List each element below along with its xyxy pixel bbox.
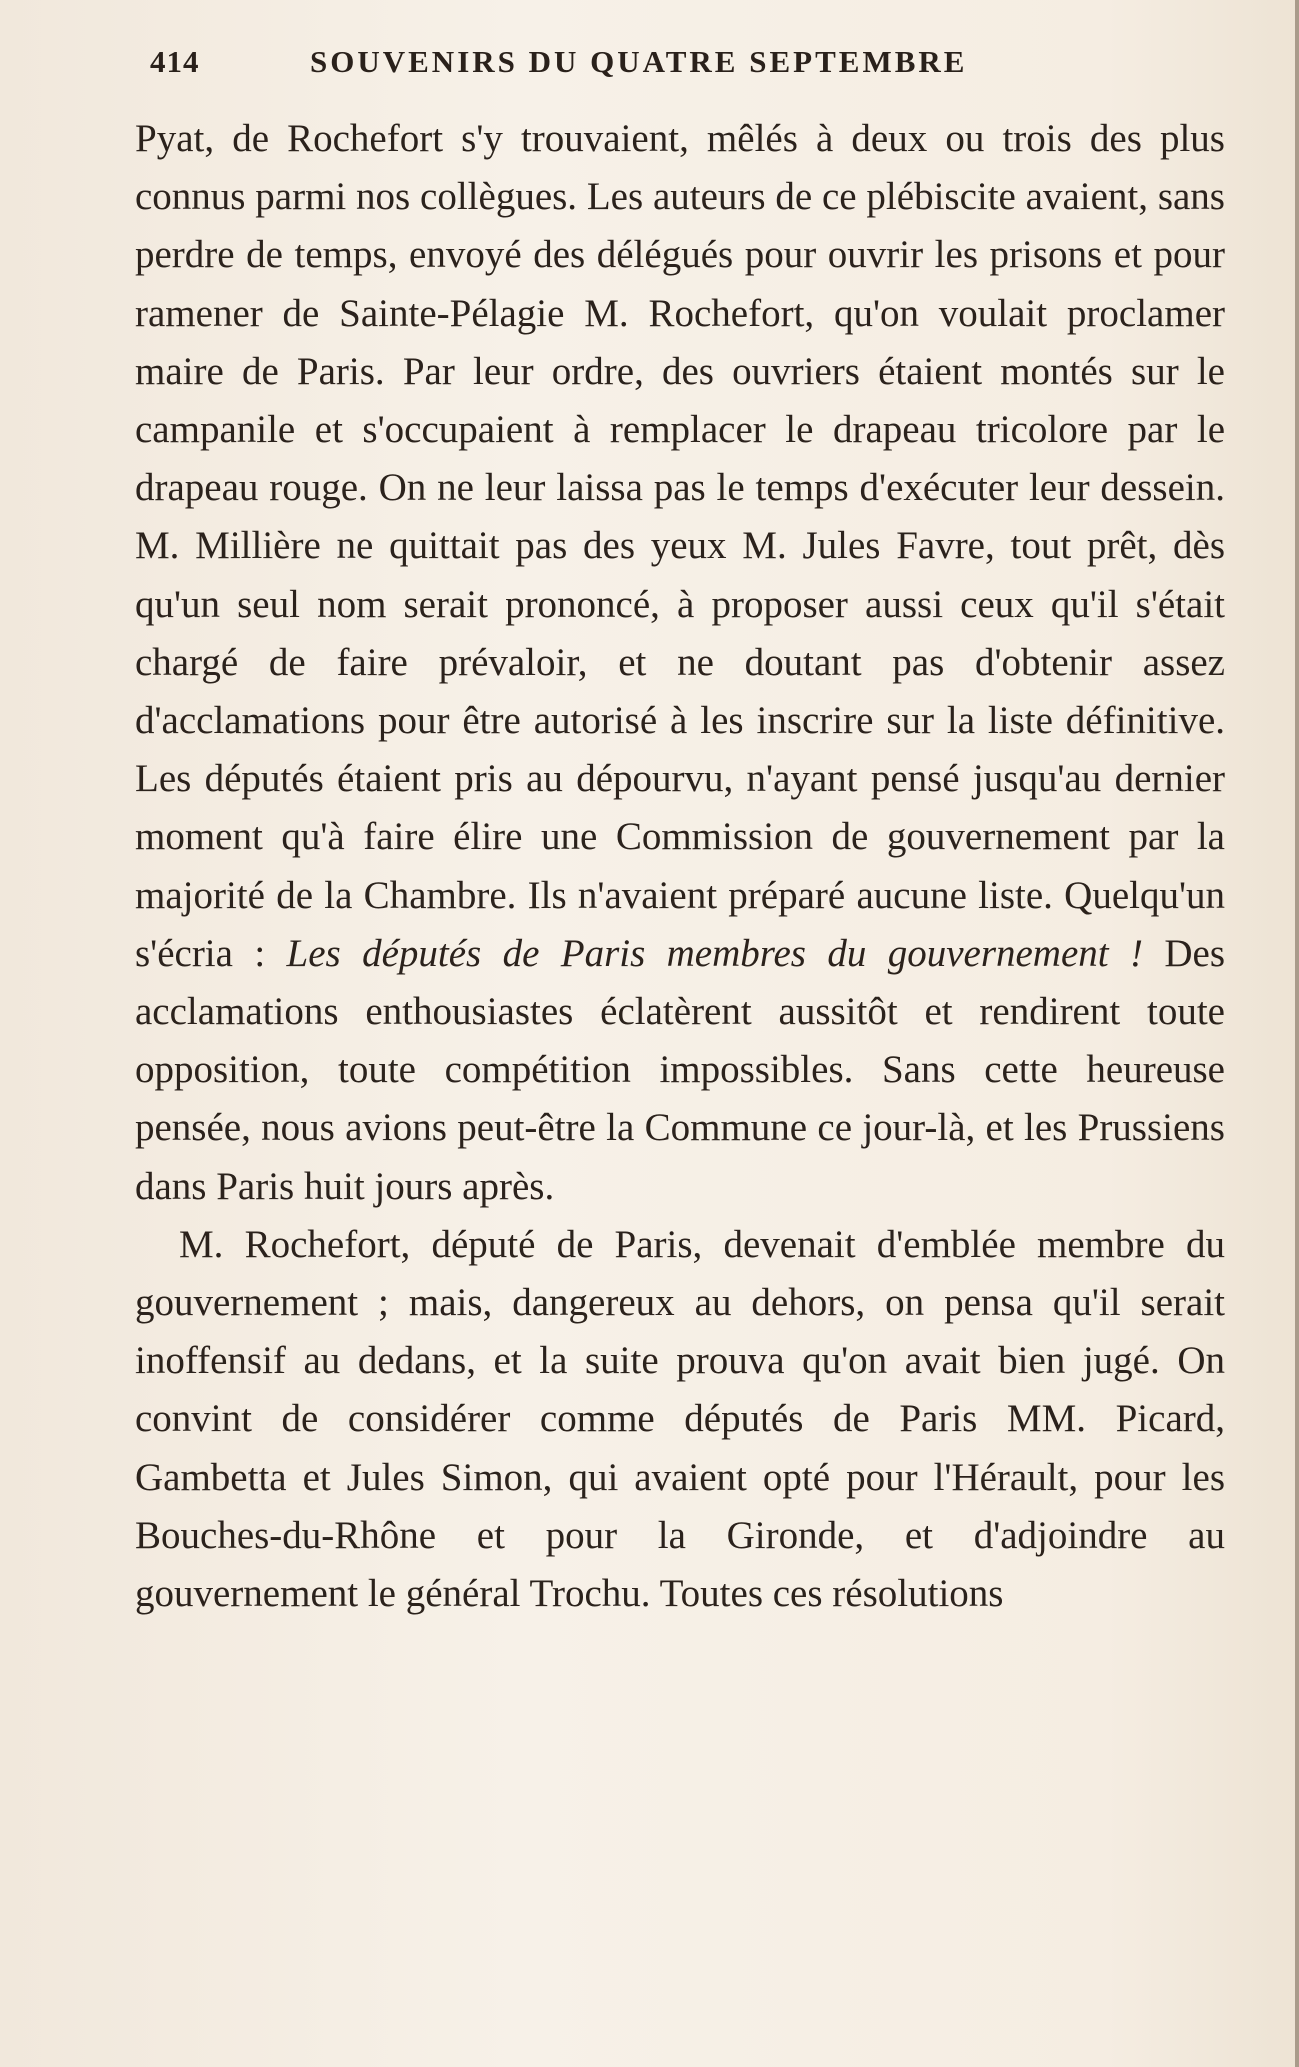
paragraph-1 [135,110,1225,1216]
page-edge [1295,0,1299,2067]
paragraph-1-text-a: Pyat, de Rochefort s'y trouvaient, mêlés à deux ou trois des plus connus parmi nos collègues. Les auteurs de ce plébiscite avaient, sans perdre de temps, envoyé des délégués pour ouvrir les prisons et pour ramener de Sainte-Pélagie M. Rochefort, qu'on voulait proclamer maire de Paris. Par leur ordre, des ouvriers étaient montés sur le campanile et s'occupaient à remplacer le drapeau tricolore par le drapeau rouge. On ne leur laissa pas le temps d'exécuter leur dessein. M. Millière ne quittait pas des yeux M. Jules Favre, tout prêt, dès qu'un seul nom serait prononcé, à proposer aussi ceux qu'il s'était chargé de faire prévaloir, et ne doutant pas d'obtenir assez d'acclamations pour être autorisé à les inscrire sur la liste définitive. Les députés étaient pris au dépourvu, n'ayant pensé jusqu'au dernier moment qu'à faire élire une Commission de gouvernement par la majorité de la Chambre. Ils n'avaient préparé aucune liste. Quelqu'un s'écria : [135,117,1225,975]
page-number: 414 [150,44,200,79]
running-head: SOUVENIRS DU QUATRE SEPTEMBRE [310,44,968,79]
page-header [150,44,1190,94]
paragraph-2: M. Rochefort, député de Paris, devenait d'emblée membre du gouvernement ; mais, dangereux au dehors, on pensa qu'il serait inoffensif au dedans, et la suite prouva qu'on avait bien jugé. On convint de considérer comme députés de Paris MM. Picard, Gambetta et Jules Simon, qui avaient opté pour l'Hérault, pour les Bouches-du-Rhône et pour la Gironde, et d'adjoindre au gouvernement le général Trochu. Toutes ces résolutions [135,1222,1225,1616]
paragraph-1-italic-quote: Les députés de Paris membres du gouvernement ! [286,931,1143,975]
body-text [135,110,1225,1623]
paragraph-1-text-b: Des acclamations enthousiastes éclatèrent aussitôt et rendirent toute opposition, toute compétition impossibles. Sans cette heureuse pensée, nous avions peut-être la Commune ce jour-là, et les Prussiens dans Paris huit jours après. [135,931,1226,1208]
